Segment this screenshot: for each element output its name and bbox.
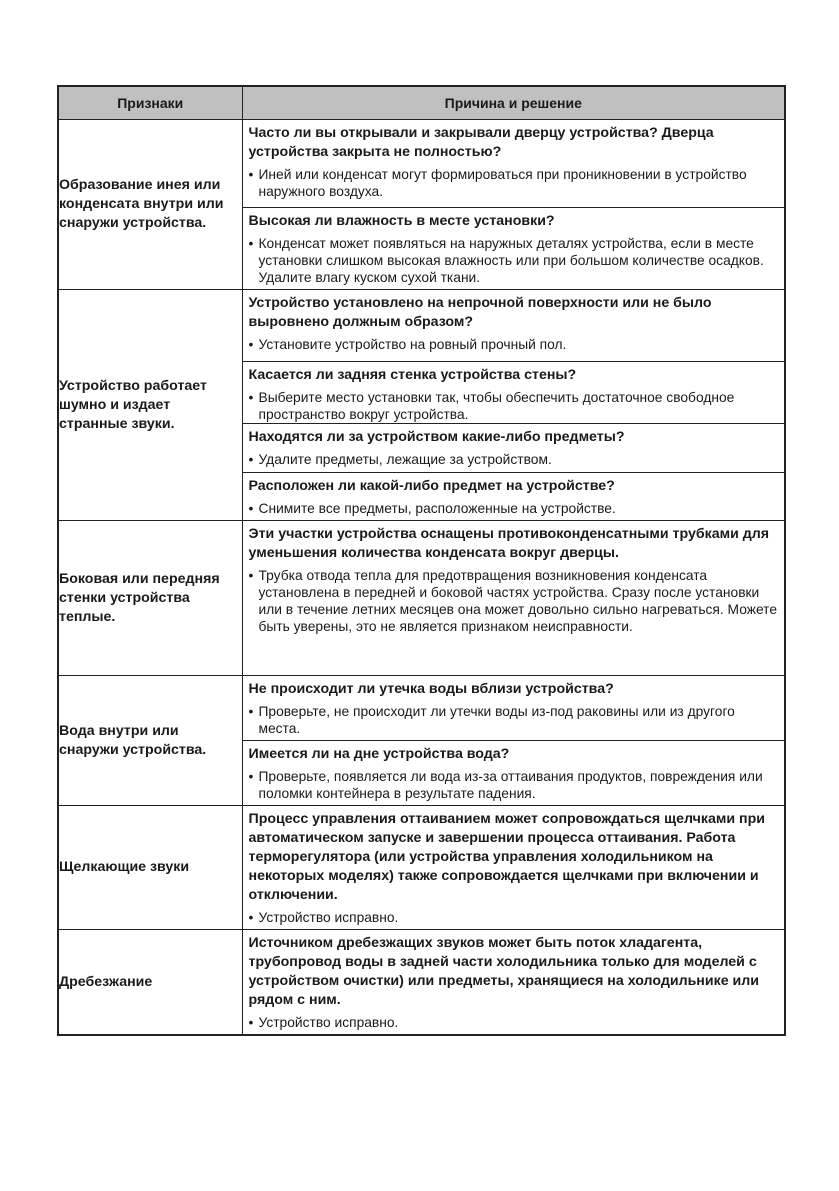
symptom-text: Устройство работает шумно и издает странные звуки.: [59, 377, 207, 432]
cause-block: [243, 806, 785, 929]
answer-text: Устройство исправно.: [258, 910, 399, 925]
table-row: [58, 806, 785, 930]
cause-answer: [249, 166, 779, 200]
bullet-icon: •: [248, 501, 254, 516]
answer-text: Установите устройство на ровный прочный пол.: [258, 337, 567, 352]
table-row: [58, 120, 785, 290]
bullet-icon: •: [248, 1015, 254, 1030]
answer-text: Устройство исправно.: [258, 1015, 399, 1030]
symptom-cell: [58, 290, 242, 521]
bullet-icon: •: [248, 167, 254, 182]
cause-answer: [249, 703, 779, 737]
answer-text: Конденсат может появляться на наружных деталях устройства, если в месте установки слишком высокая влажность или при большом количестве осадков. Удалите влагу куском сухой ткани.: [258, 236, 764, 285]
cause-question: Находятся ли за устройством какие-либо предметы?: [248, 429, 625, 445]
symptom-text: Дребезжание: [59, 973, 153, 990]
cause-answer: [249, 500, 779, 517]
cause-block: [243, 207, 785, 289]
cause-question: Расположен ли какой-либо предмет на устройстве?: [248, 478, 615, 494]
table-header-row: [58, 86, 785, 120]
cause-answer: [249, 1014, 779, 1031]
cause-block: [243, 740, 785, 805]
symptom-text: Щелкающие звуки: [59, 859, 190, 875]
bullet-icon: •: [248, 236, 254, 251]
answer-text: Трубка отвода тепла для предотвращения возникновения конденсата установлена в передней и боковой частях устройства. Сразу после установки или в течение летних месяцев она может довольно сильно нагреваться. Можете быть уверены, это не является признаком неисправности.: [258, 568, 777, 634]
symptom-cell: [58, 930, 242, 1036]
symptom-cell: [58, 806, 242, 930]
answer-text: Проверьте, появляется ли вода из-за оттаивания продуктов, повреждения или поломки контейнера в результате падения.: [258, 769, 763, 801]
cause-question: Касается ли задняя стенка устройства стены?: [248, 367, 577, 383]
cause-block: [243, 120, 785, 207]
bullet-icon: •: [248, 910, 254, 925]
symptom-text: Вода внутри или снаружи устройства.: [59, 722, 207, 758]
cause-block: [243, 930, 785, 1034]
troubleshooting-table: [57, 85, 786, 1036]
table-row: [58, 930, 785, 1036]
cause-question: Устройство установлено на непрочной поверхности или не было выровнено должным образом?: [248, 295, 712, 330]
table-row: [58, 290, 785, 521]
symptom-cell: [58, 120, 242, 290]
bullet-icon: •: [248, 390, 254, 405]
table-row: [58, 676, 785, 806]
bullet-icon: •: [248, 769, 254, 784]
bullet-icon: •: [248, 568, 254, 583]
table-row: [58, 521, 785, 676]
cause-question: Источником дребезжащих звуков может быть поток хладагента, трубопровод воды в задней части холодильника только для моделей с устройством очистки) или предметы, хранящиеся на холодильнике или рядом с ним.: [248, 935, 759, 1008]
cause-block: [243, 676, 785, 740]
cause-question: Часто ли вы открывали и закрывали дверцу устройства? Дверца устройства закрыта не полностью?: [248, 125, 714, 160]
symptom-text: Боковая или передняя стенки устройства теплые.: [59, 570, 220, 625]
cause-answer: [249, 567, 779, 635]
cause-answer: [249, 909, 779, 926]
cause-answer: [249, 768, 779, 802]
causes-cell: [242, 930, 785, 1036]
symptom-text: Образование инея или конденсата внутри или снаружи устройства.: [59, 177, 224, 231]
symptom-cell: [58, 676, 242, 806]
cause-block: [243, 521, 785, 638]
cause-block: [243, 423, 785, 472]
cause-block: [243, 472, 785, 520]
cause-question: Процесс управления оттаиванием может сопровождаться щелчками при автоматическом запуске и завершении процесса оттаивания. Работа терморегулятора (или устройства управления холодильником на некоторых моделях) также сопровождается щелчками при включении и отключении.: [248, 811, 765, 903]
cause-block: [243, 290, 785, 361]
header-symptoms: Признаки: [58, 86, 242, 120]
answer-text: Проверьте, не происходит ли утечки воды из-под раковины или из другого места.: [258, 704, 735, 736]
causes-cell: [242, 806, 785, 930]
cause-answer: [249, 389, 779, 423]
answer-text: Снимите все предметы, расположенные на устройстве.: [258, 501, 616, 516]
answer-text: Иней или конденсат могут формироваться при проникновении в устройство наружного воздуха.: [258, 167, 747, 199]
answer-text: Удалите предметы, лежащие за устройством.: [258, 452, 552, 467]
cause-question: Эти участки устройства оснащены противоконденсатными трубками для уменьшения количества конденсата вокруг дверцы.: [248, 526, 770, 561]
causes-cell: [242, 290, 785, 521]
header-cause-solution: Причина и решение: [242, 86, 785, 120]
causes-cell: [242, 676, 785, 806]
cause-question: Не происходит ли утечка воды вблизи устройства?: [248, 681, 614, 697]
cause-question: Высокая ли влажность в месте установки?: [248, 213, 555, 229]
bullet-icon: •: [248, 337, 254, 352]
cause-answer: [249, 235, 779, 286]
cause-answer: [249, 336, 779, 353]
causes-cell: [242, 120, 785, 290]
bullet-icon: •: [248, 452, 254, 467]
cause-answer: [249, 451, 779, 468]
symptom-cell: [58, 521, 242, 676]
causes-cell: [242, 521, 785, 676]
bullet-icon: •: [248, 704, 254, 719]
answer-text: Выберите место установки так, чтобы обеспечить достаточное свободное пространство вокруг устройства.: [258, 390, 735, 422]
cause-block: [243, 361, 785, 423]
cause-question: Имеется ли на дне устройства вода?: [248, 746, 510, 762]
